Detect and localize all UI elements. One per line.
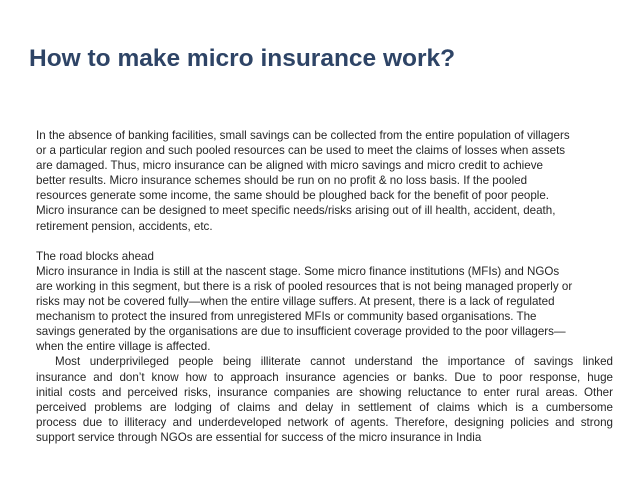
text-line: resources generate some income, the same should be ploughed back for the benefit of poor people.: [36, 189, 550, 203]
text-line: better results. Micro insurance schemes should be run on no profit & no loss basis. If the pooled: [36, 174, 528, 188]
text-line: are damaged. Thus, micro insurance can be aligned with micro savings and micro credit to achieve: [36, 159, 543, 173]
text-line: Micro insurance in India is still at the nascent stage. Some micro finance institutions (MFIs) and NGOs: [36, 264, 560, 278]
text-line: when the entire village is affected.: [36, 340, 211, 354]
paragraph-spacer: [36, 234, 613, 249]
paragraph-illiteracy: [36, 354, 613, 445]
text-line: or a particular region and such pooled resources can be used to meet the claims of losses when assets: [36, 144, 566, 158]
text-line: Micro insurance can be designed to meet specific needs/risks arising out of ill health, accident, death,: [36, 204, 556, 218]
text-line: retirement pension, accidents, etc.: [36, 219, 213, 233]
slide-body: [36, 128, 613, 445]
paragraph-road-blocks: [36, 249, 613, 355]
slide-title: How to make micro insurance work?: [29, 45, 456, 72]
text-line: support service through NGOs are essential for success of the micro insurance in India: [36, 430, 482, 444]
text-line: perceived problems are lodging of claims and delay in settlement of claims which is a cumbersome: [36, 400, 613, 414]
paragraph-intro: [36, 128, 613, 234]
text-line: Most underprivileged people being illiterate cannot understand the importance of savings linked: [36, 355, 613, 369]
text-line: insurance and don’t know how to approach insurance agencies or banks. Due to poor response, huge: [36, 370, 613, 384]
text-line: mechanism to protect the insured from unregistered MFIs or community based organisations. The: [36, 310, 537, 324]
subheading: The road blocks ahead: [36, 249, 154, 263]
text-line: process due to illiteracy and underdeveloped network of agents. Therefore, designing policies and strong: [36, 415, 613, 429]
text-line: risks may not be covered fully—when the entire village suffers. At present, there is a lack of regulated: [36, 295, 555, 309]
text-line: are working in this segment, but there is a risk of pooled resources that is not being managed properly or: [36, 279, 573, 293]
text-line: In the absence of banking facilities, small savings can be collected from the entire population of villagers: [36, 129, 570, 142]
text-line: savings generated by the organisations are due to insufficient coverage provided to the poor villagers—: [36, 325, 566, 339]
text-line: initial costs and perceived risks, insurance companies are showing reluctance to enter rural areas. Other: [36, 385, 613, 399]
